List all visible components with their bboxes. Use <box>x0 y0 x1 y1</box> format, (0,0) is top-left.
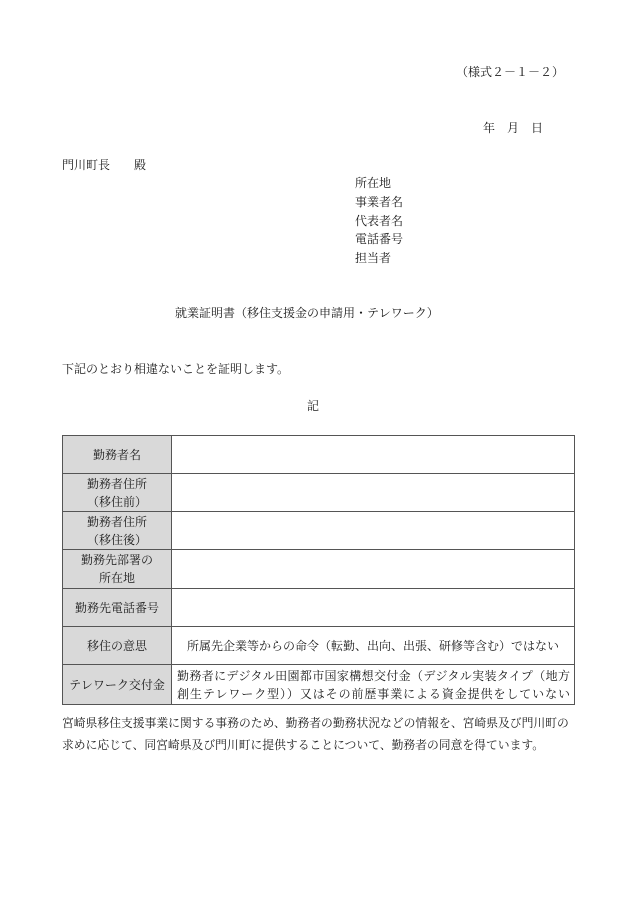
label-worker-name <box>63 436 172 474</box>
value-address-before <box>172 474 575 512</box>
label-address-after <box>63 512 172 550</box>
label-line: （移住前） <box>86 494 147 509</box>
value-relocation-intent <box>172 627 575 665</box>
applicant-field-contact-person: 担当者 <box>355 251 392 265</box>
label-line: 勤務先部署の <box>80 553 153 567</box>
applicant-field-business-name: 事業者名 <box>355 194 404 209</box>
table-row <box>63 627 575 665</box>
applicant-field-address: 所在地 <box>355 176 392 190</box>
label-line: 勤務先電話番号 <box>74 600 159 615</box>
ki-heading: 記 <box>307 399 320 413</box>
label-relocation-intent <box>63 627 172 665</box>
label-line: （移住後） <box>86 532 147 547</box>
value-telework-grant <box>172 665 575 705</box>
label-line: 移住の意思 <box>86 638 147 653</box>
addressee: 門川町長 殿 <box>62 158 147 172</box>
table-row <box>63 512 575 550</box>
label-line: 勤務者住所 <box>86 514 147 529</box>
label-line: 勤務者住所 <box>86 476 147 491</box>
label-department-location <box>63 550 172 589</box>
table-row <box>63 550 575 589</box>
table-row <box>63 436 575 474</box>
label-telework-grant <box>63 665 172 705</box>
certification-statement: 下記のとおり相違ないことを証明します。 <box>62 362 290 376</box>
applicant-field-representative: 代表者名 <box>355 213 404 228</box>
value-worker-name <box>172 436 575 474</box>
label-workplace-phone <box>63 589 172 627</box>
label-line: 勤務者名 <box>92 447 141 462</box>
label-line: 所在地 <box>98 571 135 585</box>
document-title: 就業証明書（移住支援金の申請用・テレワーク） <box>175 306 439 320</box>
label-line: テレワーク交付金 <box>69 677 165 692</box>
consent-line: 宮崎県移住支援事業に関する事務のため、勤務者の勤務状況などの情報を、宮崎県及び門川町の <box>62 716 569 730</box>
label-address-before <box>63 474 172 512</box>
applicant-block <box>355 174 403 268</box>
value-workplace-phone <box>172 589 575 627</box>
applicant-field-phone: 電話番号 <box>355 232 404 247</box>
value-line: 所属先企業等からの命令（転勤、出向、出張、研修等含む）ではない <box>186 638 559 653</box>
form-number: （様式２－１－２） <box>455 65 564 79</box>
value-line: 勤務者にデジタル田園都市国家構想交付金（デジタル実装タイプ（地方 <box>177 668 570 683</box>
table-row <box>63 474 575 512</box>
employment-certificate-table <box>62 435 575 705</box>
table-row <box>63 589 575 627</box>
value-department-location <box>172 550 575 589</box>
consent-paragraph <box>62 712 569 756</box>
date-line: 年 月 日 <box>483 121 544 135</box>
value-line: 創生テレワーク型））又はその前歴事業による資金提供をしていない <box>177 686 570 701</box>
table-row <box>63 665 575 705</box>
value-address-after <box>172 512 575 550</box>
consent-line: 求めに応じて、同宮崎県及び門川町に提供することについて、勤務者の同意を得ています。 <box>62 738 545 752</box>
